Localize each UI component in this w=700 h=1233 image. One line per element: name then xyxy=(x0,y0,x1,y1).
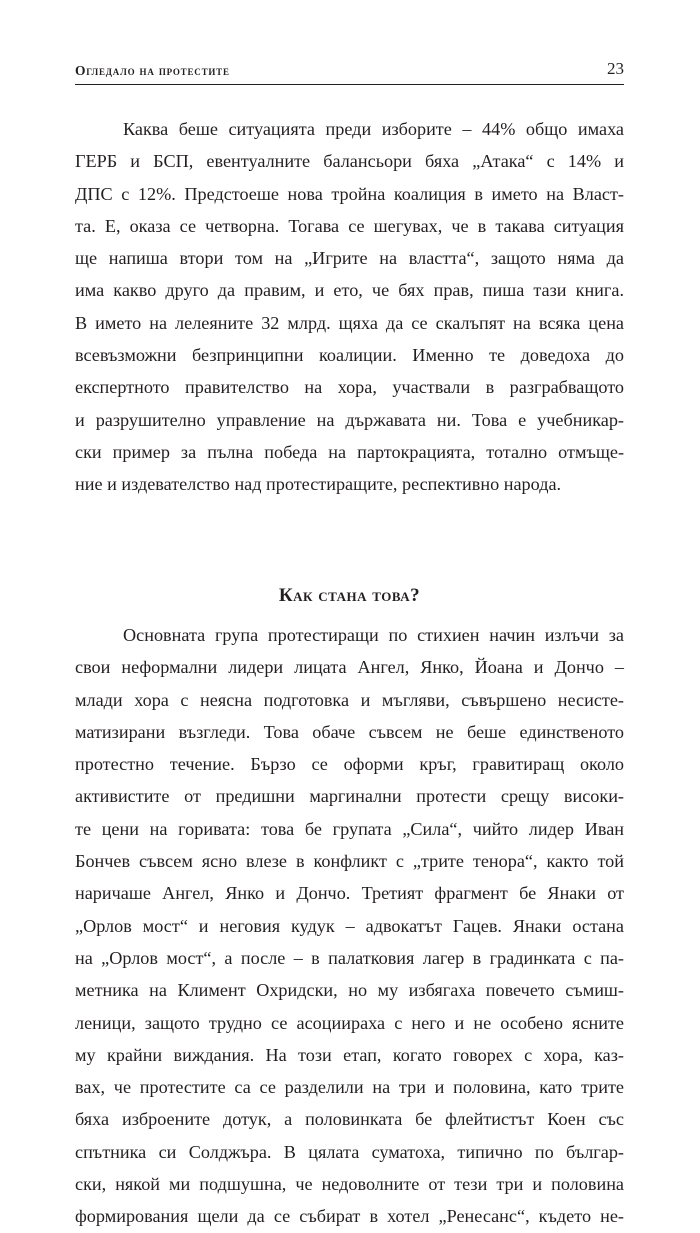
page-number: 23 xyxy=(607,59,624,78)
text-line: те цени на горивата: това бе групата „Сила“, чийто лидер Иван xyxy=(75,818,624,839)
text-line: и разрушително управление на държавата ни. Това е учебникар- xyxy=(75,409,624,430)
text-line: Основната група протестиращи по стихиен начин излъчи за xyxy=(123,625,624,645)
text-line: експертното правителство на хора, участвали в разграбващото xyxy=(75,377,624,398)
text-line: ние и издевателство над протестиращите, респективно народа. xyxy=(75,474,562,495)
text-line: та. Е, оказа се четворна. Тогава се шегувах, че в такава ситуация xyxy=(75,215,624,236)
text-line: млади хора с неясна подготовка и мъгляви, съвършено несисте- xyxy=(75,689,624,710)
text-line: бяха изброените дотук, а половинката бе флейтистът Коен със xyxy=(75,1109,624,1130)
text-line: всевъзможни безпринципни коалиции. Именно те доведоха до xyxy=(75,345,624,366)
text-line: ски пример за пълна победа на партокрацията, тотално отмъще- xyxy=(75,441,624,462)
text-line: Бончев съвсем ясно влезе в конфликт с „трите тенора“, както той xyxy=(75,851,624,872)
text-line: протестно течение. Бързо се оформи кръг, гравитиращ около xyxy=(75,754,624,775)
text-line: свои неформални лидери лицата Ангел, Янко, Йоана и Дончо – xyxy=(75,657,624,678)
text-line: има какво друго да правим, и ето, че бях прав, пиша тази книга. xyxy=(75,280,624,301)
text-line: ще напиша втори том на „Игрите на властта“, защото няма да xyxy=(75,248,624,269)
text-line: активистите от предишни маргинални протести срещу високи- xyxy=(75,786,624,807)
paragraph-1 xyxy=(75,113,624,501)
text-line: му крайни виждания. На този етап, когато говорех с хора, каз- xyxy=(75,1044,624,1065)
header-rule xyxy=(75,84,624,85)
running-title: Огледало на протестите xyxy=(75,62,230,78)
text-line: формирования щели да се събират в хотел „Ренесанс“, където не- xyxy=(75,1206,624,1227)
text-line: ГЕРБ и БСП, евентуалните балансьори бяха „Атака“ с 14% и xyxy=(75,151,624,172)
text-line: спътника си Солджъра. В цялата суматоха, типично по българ- xyxy=(75,1141,624,1162)
text-line: В името на лелеяните 32 млрд. щяха да се скалъпят на всяка цена xyxy=(75,312,624,333)
text-line: метника на Климент Охридски, но му избягаха повечето съмиш- xyxy=(75,980,624,1001)
running-header xyxy=(75,55,624,77)
section-heading: Как стана това? xyxy=(278,585,421,606)
text-line: леници, защото трудно се асоциираха с него и не особено ясните xyxy=(75,1012,624,1033)
text-line: вах, че протестите са се разделили на три и половина, като трите xyxy=(75,1077,624,1098)
text-line: ски, някой ми подшушна, че недоволните от тези три и половина xyxy=(75,1174,624,1195)
text-line: Каква беше ситуацията преди изборите – 44% общо имаха xyxy=(123,119,624,139)
paragraph-2 xyxy=(75,619,624,1233)
text-line: ДПС с 12%. Предстоеше нова тройна коалиция в името на Власт- xyxy=(75,183,624,204)
text-line: наричаше Ангел, Янко и Дончо. Третият фрагмент бе Янаки от xyxy=(75,883,624,904)
text-line: „Орлов мост“ и неговия кудук – адвокатът Гацев. Янаки остана xyxy=(75,915,624,936)
text-line: на „Орлов мост“, а после – в палатковия лагер в градинката с па- xyxy=(75,947,624,968)
page-body xyxy=(75,113,624,1227)
text-line: матизирани възгледи. Това обаче съвсем не беше единственото xyxy=(75,721,624,742)
